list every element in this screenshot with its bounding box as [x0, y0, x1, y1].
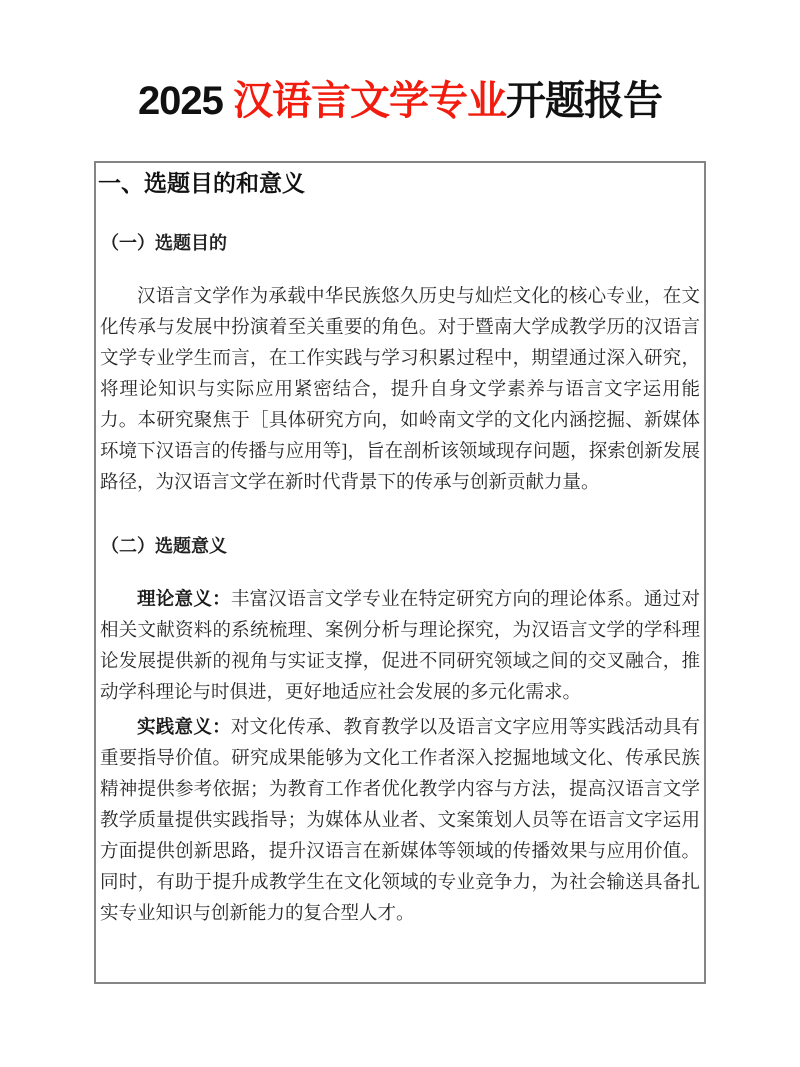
title-suffix-text: 开题报告 [506, 79, 663, 123]
page-title [0, 0, 800, 127]
paragraph-theoretical-significance [100, 585, 700, 709]
practical-significance-text: 对文化传承、教育教学以及语言文字应用等实践活动具有重要指导价值。研究成果能够为文化工作者深入挖掘地域文化、传承民族精神提供参考依据；为教育工作者优化教学内容与方法，提高汉语言文学教学质量提供实践指导；为媒体从业者、文案策划人员等在语言文字运用方面提供创新思路，提升汉语言在新媒体等领域的传播效果与应用价值。同时，有助于提升成教学生在文化领域的专业竞争力，为社会输送具备扎实专业知识与创新能力的复合型人才。 [100, 717, 700, 924]
subsection-1-heading: （一）选题目的 [101, 233, 227, 254]
subsection-2-heading: （二）选题意义 [101, 536, 227, 557]
section-1-heading: 一、选题目的和意义 [98, 170, 305, 197]
practical-significance-label: 实践意义： [137, 717, 231, 738]
theoretical-significance-label: 理论意义： [137, 589, 231, 610]
content-box [94, 161, 706, 984]
title-year-text: 2025 [137, 79, 234, 123]
theoretical-significance-text: 丰富汉语言文学专业在特定研究方向的理论体系。通过对相关文献资料的系统梳理、案例分析与理论探究，为汉语言文学的学科理论发展提供新的视角与实证支撑，促进不同研究领域之间的交叉融合，推动学科理论与时俱进，更好地适应社会发展的多元化需求。 [100, 589, 700, 703]
paragraph-topic-purpose: 汉语言文学作为承载中华民族悠久历史与灿烂文化的核心专业，在文化传承与发展中扮演着至关重要的角色。对于暨南大学成教学历的汉语言文学专业学生而言，在工作实践与学习积累过程中，期望通过深入研究，将理论知识与实际应用紧密结合，提升自身文学素养与语言文字运用能力。本研究聚焦于［具体研究方向，如岭南文学的文化内涵挖掘、新媒体环境下汉语言的传播与应用等]，旨在剖析该领域现存问题，探索创新发展路径，为汉语言文学在新时代背景下的传承与创新贡献力量。 [100, 287, 700, 494]
title-highlight-text: 汉语言文学专业 [233, 79, 507, 123]
paragraph-practical-significance [100, 713, 700, 930]
